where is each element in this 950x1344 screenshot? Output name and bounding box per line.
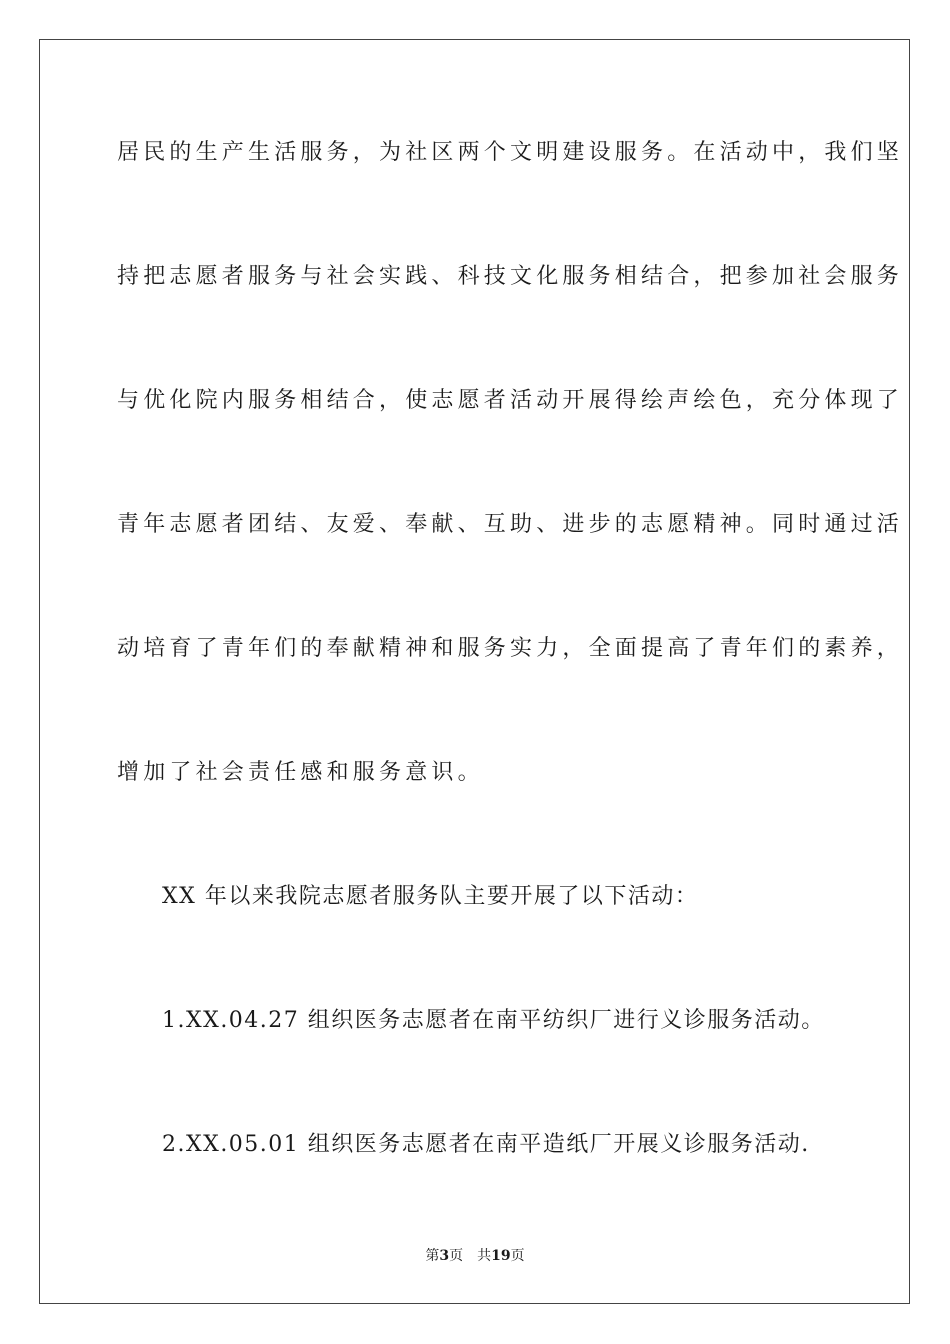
footer-total-pages: 19 [491,1248,511,1264]
paragraph-line-3: 与优化院内服务相结合，使志愿者活动开展得绘声绘色，充分体现了 [117,388,904,413]
intro-line: XX 年以来我院志愿者服务队主要开展了以下活动： [162,884,699,909]
list-item-2: 2.XX.05.01 组织医务志愿者在南平造纸厂开展义诊服务活动. [162,1132,810,1157]
paragraph-line-1: 居民的生产生活服务，为社区两个文明建设服务。在活动中，我们坚 [117,140,904,165]
footer-total-suffix: 页 [510,1248,525,1264]
footer-page-prefix: 第 [425,1248,440,1264]
footer-total-prefix: 共 [477,1248,492,1264]
paragraph-line-6: 增加了社会责任感和服务意识。 [117,760,484,785]
footer-page-number: 3 [439,1248,450,1264]
paragraph-line-4: 青年志愿者团结、友爱、奉献、互助、进步的志愿精神。同时通过活 [117,512,904,537]
paragraph-line-2: 持把志愿者服务与社会实践、科技文化服务相结合，把参加社会服务 [117,264,904,289]
footer-page-suffix: 页 [449,1248,464,1264]
page-footer [0,1246,950,1266]
paragraph-line-5: 动培育了青年们的奉献精神和服务实力，全面提高了青年们的素养， [117,636,904,661]
list-item-1: 1.XX.04.27 组织医务志愿者在南平纺织厂进行义诊服务活动。 [162,1008,825,1033]
page-frame [39,39,910,1304]
